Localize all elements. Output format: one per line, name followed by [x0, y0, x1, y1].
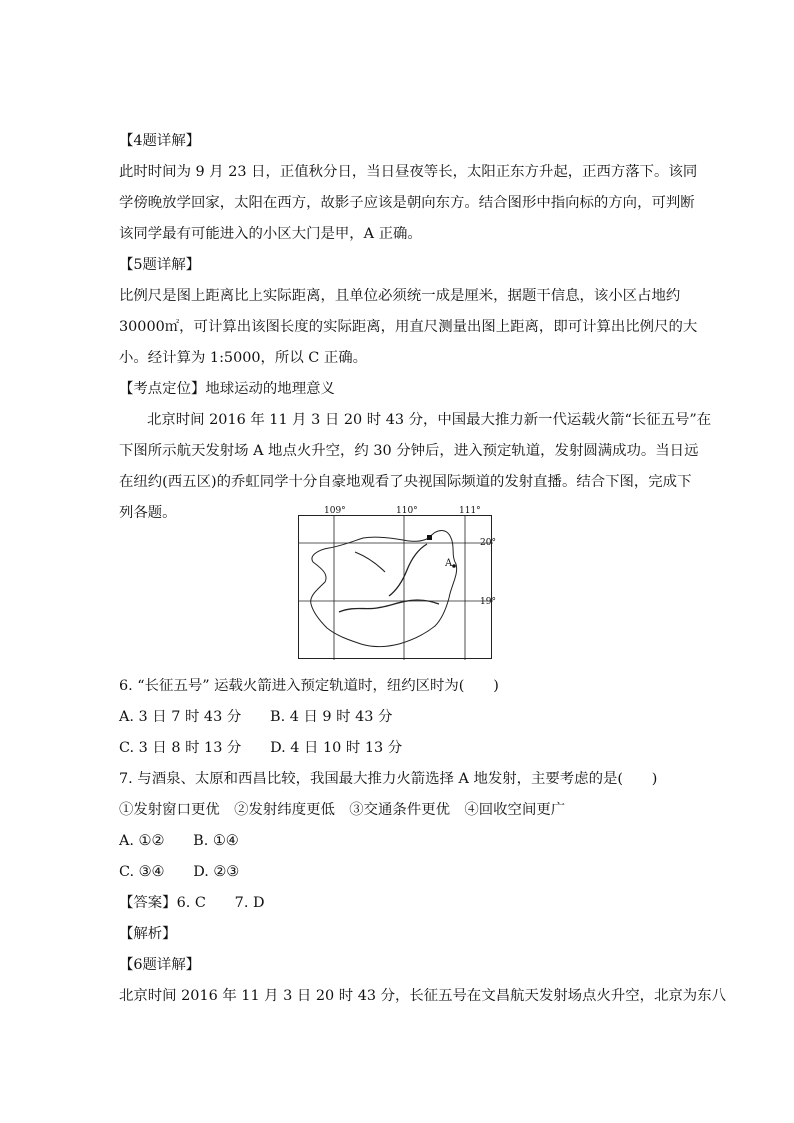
- map-drawing: [299, 516, 493, 660]
- section-heading-q4: 【4题详解】: [119, 133, 201, 149]
- river-2: [339, 600, 439, 612]
- paragraph-line: 此时时间为 9 月 23 日，正值秋分日，当日昼夜等长，太阳正东方升起，正西方落下。该同: [119, 164, 698, 180]
- lat-label-20: 20°: [480, 538, 496, 548]
- question-6: 6. “长征五号” 运载火箭进入预定轨道时，纽约区时为( ): [119, 678, 499, 694]
- river-3: [355, 552, 385, 572]
- question-7-options-cd: C. ③④ D. ②③: [119, 864, 240, 880]
- site-a-marker: [452, 564, 456, 568]
- lat-label-19: 19°: [480, 597, 496, 607]
- lon-label-111: 111°: [459, 506, 481, 516]
- question-6-options-cd: C. 3 日 8 时 13 分 D. 4 日 10 时 13 分: [119, 740, 403, 756]
- city-marker: [427, 535, 432, 540]
- answer-line: 【答案】6. C 7. D: [119, 895, 265, 911]
- question-7-statements: ①发射窗口更优 ②发射纬度更低 ③交通条件更优 ④回收空间更广: [119, 802, 566, 818]
- section-heading-q6: 【6题详解】: [119, 957, 201, 973]
- question-7-options-ab: A. ①② B. ①④: [119, 833, 239, 849]
- site-a-label: A: [445, 558, 453, 569]
- paragraph-line: 30000㎡，可计算出该图长度的实际距离，用直尺测量出图上距离，即可计算出比例尺的大: [119, 319, 698, 335]
- paragraph-line: 小。经计算为 1:5000，所以 C 正确。: [119, 350, 368, 366]
- section-heading-q5: 【5题详解】: [119, 257, 201, 273]
- paragraph-line: 该同学最有可能进入的小区大门是甲，A 正确。: [119, 226, 422, 242]
- lon-label-109: 109°: [324, 506, 346, 516]
- passage-line: 北京时间 2016 年 11 月 3 日 20 时 43 分，中国最大推力新一代运载火箭“长征五号”在: [147, 412, 712, 428]
- paragraph-line: 北京时间 2016 年 11 月 3 日 20 时 43 分，长征五号在文昌航天发射场点火升空，北京为东八: [119, 988, 726, 1004]
- lon-label-110: 110°: [396, 506, 418, 516]
- passage-line: 在纽约(西五区)的乔虹同学十分自豪地观看了央视国际频道的发射直播。结合下图，完成下: [119, 474, 692, 490]
- analysis-heading: 【解析】: [119, 926, 177, 942]
- river-1: [389, 544, 427, 596]
- paragraph-line: 比例尺是图上距离比上实际距离，且单位必须统一成是厘米，据题干信息，该小区占地约: [119, 288, 681, 304]
- question-7: 7. 与酒泉、太原和西昌比较，我国最大推力火箭选择 A 地发射，主要考虑的是( ): [119, 771, 658, 787]
- question-6-options-ab: A. 3 日 7 时 43 分 B. 4 日 9 时 43 分: [119, 709, 393, 725]
- passage-line: 列各题。: [119, 505, 177, 521]
- topic-label: 【考点定位】地球运动的地理意义: [119, 381, 335, 397]
- passage-line: 下图所示航天发射场 A 地点火升空，约 30 分钟后，进入预定轨道，发射圆满成功。当日远: [119, 443, 699, 459]
- paragraph-line: 学傍晚放学回家，太阳在西方，故影子应该是朝向东方。结合图形中指向标的方向，可判断: [119, 195, 695, 211]
- island-outline: [311, 531, 457, 647]
- hainan-map: [298, 515, 492, 659]
